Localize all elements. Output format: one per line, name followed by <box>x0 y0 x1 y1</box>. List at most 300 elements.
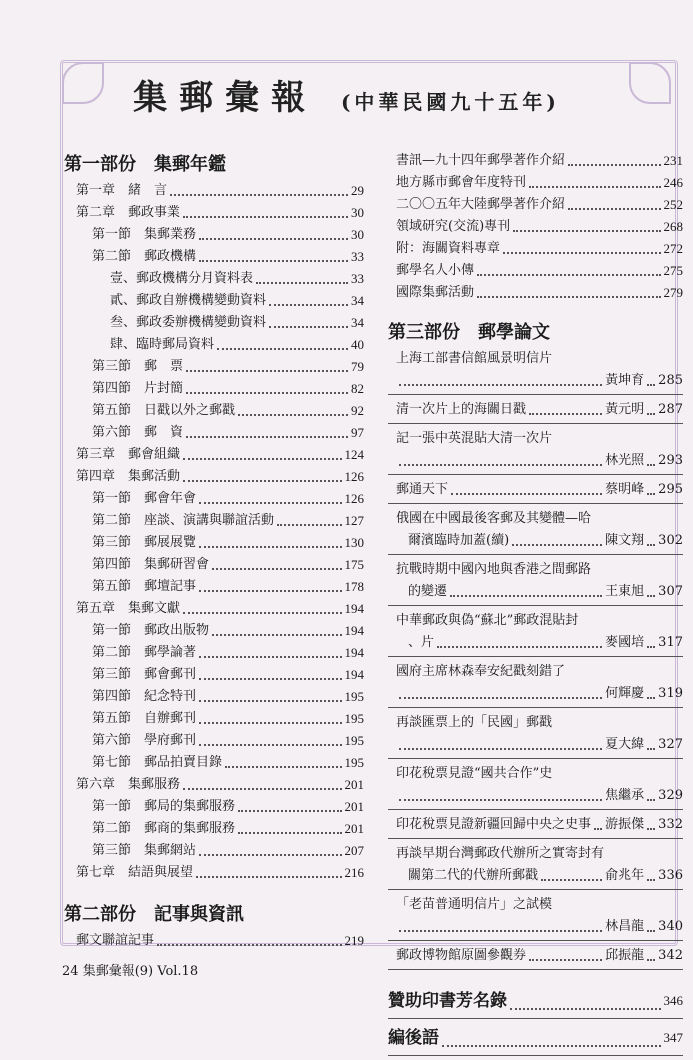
toc-entry-title: 國際集郵活動 <box>396 285 475 300</box>
article-author: 麥國培 <box>605 635 645 650</box>
article-author: 何輝慶 <box>605 686 645 701</box>
part2-toc <box>64 930 364 952</box>
toc-entry-title: 編後語 <box>388 1028 439 1048</box>
article-line <box>388 945 683 967</box>
title-text: 集郵彙報 <box>133 78 318 118</box>
leader-dots <box>277 524 341 526</box>
toc-entry <box>64 224 364 246</box>
toc-entry-page: 127 <box>344 513 364 528</box>
leader-dots <box>647 413 655 415</box>
toc-entry-title: 第四章 集郵活動 <box>76 469 181 484</box>
toc-entry <box>388 238 683 260</box>
article-byline <box>388 632 683 654</box>
leader-dots <box>399 697 602 699</box>
toc-entry <box>388 216 683 238</box>
leader-dots <box>647 384 655 386</box>
toc-entry-title: 附：海關資料專章 <box>396 241 501 256</box>
toc-entry-page: 97 <box>351 425 364 440</box>
article-entry <box>388 945 683 970</box>
leader-dots <box>199 722 341 724</box>
toc-entry-page: 195 <box>344 689 364 704</box>
article-title: 清一次片上的海關日戳 <box>396 402 527 417</box>
toc-entry-page: 30 <box>351 205 364 220</box>
rule-line <box>388 707 683 708</box>
leader-dots <box>199 238 348 240</box>
toc-entry <box>64 840 364 862</box>
toc-entry <box>64 312 364 334</box>
toc-entry-title: 第四節 片封簡 <box>92 381 184 396</box>
toc-entry <box>64 444 364 466</box>
footer-page-number: 24 <box>62 964 79 979</box>
toc-entry <box>388 282 683 304</box>
leader-dots <box>212 634 341 636</box>
leader-dots <box>647 828 655 830</box>
toc-entry-page: 34 <box>351 315 364 330</box>
part3-heading: 第三部份 郵學論文 <box>388 322 550 343</box>
toc-entry-page: 346 <box>663 993 683 1008</box>
rule-line <box>388 940 683 941</box>
rule-line <box>388 503 683 504</box>
rule-line <box>388 1055 683 1056</box>
rule-line <box>388 474 683 475</box>
leader-dots <box>450 595 602 597</box>
footer-journal: 集郵彙報(9) <box>82 964 154 979</box>
article-entry <box>388 559 683 606</box>
article-byline <box>388 865 683 887</box>
article-entry <box>388 814 683 839</box>
article-page: 302 <box>658 533 683 548</box>
toc-entry-title: 第六節 學府郵刊 <box>92 733 197 748</box>
article-byline <box>388 450 683 472</box>
article-author: 蔡明峰 <box>605 482 645 497</box>
leader-dots <box>256 282 348 284</box>
toc-entry-title: 第一節 郵局的集郵服務 <box>92 799 236 814</box>
leader-dots <box>225 766 341 768</box>
rule-line <box>388 809 683 810</box>
leader-dots <box>647 493 655 495</box>
article-byline <box>388 683 683 705</box>
toc-entry-title: 貳、郵政自辦機構變動資料 <box>110 293 267 308</box>
right-column <box>388 150 683 1060</box>
toc-entry-title: 第二章 郵政事業 <box>76 205 181 220</box>
toc-entry <box>64 246 364 268</box>
toc-entry-page: 246 <box>663 175 683 190</box>
article-page: 295 <box>658 482 683 497</box>
article-title: 印花稅票見證新疆回歸中央之史事 <box>396 817 592 832</box>
toc-entry-title: 第二節 郵政機構 <box>92 249 197 264</box>
toc-entry-page: 201 <box>344 821 364 836</box>
leader-dots <box>238 832 341 834</box>
toc-entry-title: 第三節 郵會郵刊 <box>92 667 197 682</box>
rule-line <box>388 758 683 759</box>
article-title: 「老苗普通明信片」之試模 <box>396 897 553 912</box>
leader-dots <box>170 194 348 196</box>
toc-entry-title: 第一節 集郵業務 <box>92 227 197 242</box>
article-byline <box>388 916 683 938</box>
rule-line <box>388 656 683 657</box>
article-title: 再談匯票上的「民國」郵戳 <box>396 715 553 730</box>
article-line <box>388 479 683 501</box>
toc-entry-page: 92 <box>351 403 364 418</box>
leader-dots <box>399 748 602 750</box>
toc-entry-title: 贊助印書芳名錄 <box>388 991 507 1011</box>
toc-entry <box>64 290 364 312</box>
rule-line <box>388 1018 683 1019</box>
toc-entry-title: 第七章 結語與展望 <box>76 865 194 880</box>
article-entry <box>388 712 683 759</box>
toc-entry <box>64 620 364 642</box>
toc-entry-title: 第六章 集郵服務 <box>76 777 181 792</box>
article-byline <box>388 785 683 807</box>
toc-entry-page: 231 <box>663 153 683 168</box>
article-entry <box>388 843 683 890</box>
article-line <box>388 399 683 421</box>
toc-entry-page: 268 <box>663 219 683 234</box>
leader-dots <box>399 930 602 932</box>
toc-entry <box>64 466 364 488</box>
leader-dots <box>199 546 341 548</box>
leader-dots <box>568 164 660 166</box>
toc-entry <box>64 664 364 686</box>
leader-dots <box>157 944 341 946</box>
leader-dots <box>541 879 602 881</box>
article-page: 319 <box>658 686 683 701</box>
rule-line <box>388 605 683 606</box>
toc-entry-page: 216 <box>344 865 364 880</box>
toc-entry-title: 第一節 郵會年會 <box>92 491 197 506</box>
toc-entry-title: 地方縣市郵會年度特刊 <box>396 175 527 190</box>
toc-entry-page: 194 <box>344 667 364 682</box>
toc-entry-page: 195 <box>344 733 364 748</box>
toc-entry-page: 34 <box>351 293 364 308</box>
toc-entry-title: 第二節 座談、演講與聯誼活動 <box>92 513 275 528</box>
leader-dots <box>199 502 341 504</box>
toc-entry <box>388 172 683 194</box>
leader-dots <box>647 799 655 801</box>
article-page: 332 <box>658 817 683 832</box>
toc-entry-page: 194 <box>344 601 364 616</box>
article-entry <box>388 399 683 424</box>
rule-line <box>388 554 683 555</box>
leader-dots <box>186 392 348 394</box>
toc-entry-page: 178 <box>344 579 364 594</box>
toc-entry-title: 第三節 集郵網站 <box>92 843 197 858</box>
toc-entry-title: 第四節 紀念特刊 <box>92 689 197 704</box>
toc-entry <box>64 554 364 576</box>
toc-entry <box>64 488 364 510</box>
toc-entry <box>388 260 683 282</box>
article-page: 317 <box>658 635 683 650</box>
toc-entry-title: 第一章 緒 言 <box>76 183 168 198</box>
leader-dots <box>183 480 341 482</box>
toc-entry <box>64 202 364 224</box>
toc-entry <box>64 532 364 554</box>
leader-dots <box>238 810 341 812</box>
toc-entry-page: 195 <box>344 711 364 726</box>
leader-dots <box>199 590 341 592</box>
rule-line <box>388 838 683 839</box>
toc-entry <box>64 400 364 422</box>
toc-entry-page: 201 <box>344 777 364 792</box>
leader-dots <box>199 260 348 262</box>
article-page: 336 <box>658 868 683 883</box>
article-author: 俞兆年 <box>605 868 645 883</box>
part1-toc <box>64 180 364 884</box>
toc-entry-page: 201 <box>344 799 364 814</box>
toc-entry-title: 郵學名人小傳 <box>396 263 475 278</box>
toc-entry-page: 252 <box>663 197 683 212</box>
article-entry <box>388 763 683 810</box>
toc-entry <box>388 150 683 172</box>
leader-dots <box>529 413 602 415</box>
article-page: 285 <box>658 373 683 388</box>
article-author: 夏大緯 <box>605 737 645 752</box>
article-title: 抗戰時期中國內地與香港之間郵路 <box>396 562 592 577</box>
article-entry <box>388 894 683 941</box>
leader-dots <box>437 646 602 648</box>
article-author: 林光照 <box>605 453 645 468</box>
leader-dots <box>183 216 348 218</box>
leader-dots <box>647 879 655 881</box>
article-author: 陳文翔 <box>605 533 645 548</box>
article-title-continued: 爾濱臨時加蓋(續) <box>408 533 510 548</box>
article-page: 287 <box>658 402 683 417</box>
article-page: 293 <box>658 453 683 468</box>
toc-entry <box>64 930 364 952</box>
toc-entry-title: 第五章 集郵文獻 <box>76 601 181 616</box>
toc-entry <box>64 180 364 202</box>
toc-entry <box>64 752 364 774</box>
toc-entry-title: 第七節 郵品拍賣目錄 <box>92 755 223 770</box>
leader-dots <box>647 595 655 597</box>
part1-heading: 第一部份 集郵年鑑 <box>64 154 226 175</box>
toc-entry-title: 壹、郵政機構分月資料表 <box>110 271 254 286</box>
toc-entry <box>64 818 364 840</box>
toc-entry-page: 219 <box>344 933 364 948</box>
toc-entry-page: 79 <box>351 359 364 374</box>
toc-entry-page: 126 <box>344 469 364 484</box>
leader-dots <box>647 748 655 750</box>
article-title: 中華郵政與偽“蘇北”郵政混貼封 <box>396 613 579 628</box>
leader-dots <box>647 646 655 648</box>
toc-entry <box>64 510 364 532</box>
article-author: 游振傑 <box>605 817 645 832</box>
rule-line <box>388 889 683 890</box>
leader-dots <box>212 568 341 570</box>
toc-entry <box>64 708 364 730</box>
article-title: 印花稅票見證“國共合作”史 <box>396 766 553 781</box>
part3-toc <box>388 348 683 970</box>
toc-entry-page: 194 <box>344 645 364 660</box>
leader-dots <box>529 186 660 188</box>
rule-line <box>388 969 683 970</box>
toc-entry <box>64 686 364 708</box>
toc-entry-page: 33 <box>351 271 364 286</box>
toc-entry <box>388 986 683 1016</box>
leader-dots <box>594 828 602 830</box>
leader-dots <box>647 959 655 961</box>
leader-dots <box>451 493 602 495</box>
article-author: 黃坤育 <box>605 373 645 388</box>
leader-dots <box>183 788 341 790</box>
toc-entry-title: 領域研究(交流)專刊 <box>396 219 511 234</box>
toc-entry-page: 29 <box>351 183 364 198</box>
leader-dots <box>217 348 348 350</box>
article-title-continued: 關第二代的代辦所郵戳 <box>408 868 539 883</box>
toc-entry-page: 175 <box>344 557 364 572</box>
rule-line <box>388 394 683 395</box>
article-page: 327 <box>658 737 683 752</box>
page-footer <box>62 960 198 979</box>
toc-entry-page: 275 <box>663 263 683 278</box>
leader-dots <box>196 876 341 878</box>
toc-entry <box>64 268 364 290</box>
leader-dots <box>199 854 341 856</box>
toc-entry <box>388 1023 683 1053</box>
article-title: 郵政博物館原圖參觀券 <box>396 948 527 963</box>
leader-dots <box>186 436 348 438</box>
article-entry <box>388 348 683 395</box>
article-page: 307 <box>658 584 683 599</box>
toc-entry-title: 第五節 自辦郵刊 <box>92 711 197 726</box>
article-byline <box>388 370 683 392</box>
leader-dots <box>513 230 660 232</box>
article-entry <box>388 508 683 555</box>
toc-entry-title: 二〇〇五年大陸郵學著作介紹 <box>396 197 566 212</box>
article-line <box>388 814 683 836</box>
toc-entry-title: 郵文聯誼記事 <box>76 933 155 948</box>
toc-entry <box>64 356 364 378</box>
toc-entry-title: 肆、臨時郵局資料 <box>110 337 215 352</box>
toc-entry-title: 第二節 郵學論著 <box>92 645 197 660</box>
article-page: 340 <box>658 919 683 934</box>
article-entry <box>388 479 683 504</box>
leader-dots <box>503 252 660 254</box>
leader-dots <box>199 678 341 680</box>
toc-entry-page: 126 <box>344 491 364 506</box>
article-page: 342 <box>658 948 683 963</box>
toc-entry-title: 第三節 郵 票 <box>92 359 184 374</box>
article-byline <box>388 734 683 756</box>
article-author: 焦繼承 <box>605 788 645 803</box>
toc-entry <box>64 598 364 620</box>
article-title: 俄國在中國最後客郵及其變體—哈 <box>396 511 592 526</box>
leader-dots <box>183 458 341 460</box>
toc-entry-page: 130 <box>344 535 364 550</box>
toc-entry <box>64 378 364 400</box>
leader-dots <box>269 304 348 306</box>
leader-dots <box>399 799 602 801</box>
toc-entry-page: 195 <box>344 755 364 770</box>
leader-dots <box>238 414 348 416</box>
article-author: 林昌龍 <box>605 919 645 934</box>
article-title-continued: 的變遷 <box>408 584 448 599</box>
toc-entry-title: 第三節 郵展展覽 <box>92 535 197 550</box>
title-year: (中華民國九十五年) <box>340 90 560 114</box>
toc-entry <box>64 774 364 796</box>
toc-entry-title: 第四節 集郵研習會 <box>92 557 210 572</box>
leader-dots <box>477 274 660 276</box>
toc-entry-page: 347 <box>663 1030 683 1045</box>
leader-dots <box>568 208 660 210</box>
leader-dots <box>199 656 341 658</box>
toc-entry-title: 第二節 郵商的集郵服務 <box>92 821 236 836</box>
article-title: 郵通天下 <box>396 482 449 497</box>
article-author: 邱振龍 <box>605 948 645 963</box>
toc-entry-page: 279 <box>663 285 683 300</box>
leader-dots <box>186 370 348 372</box>
article-byline <box>388 530 683 552</box>
leader-dots <box>512 544 602 546</box>
leader-dots <box>510 1008 661 1010</box>
leader-dots <box>647 544 655 546</box>
toc-entry-page: 82 <box>351 381 364 396</box>
article-title: 上海工部書信館風景明信片 <box>396 351 553 366</box>
leader-dots <box>477 296 660 298</box>
toc-entry <box>64 796 364 818</box>
article-title: 再談早期台灣郵政代辦所之實寄封有 <box>396 846 605 861</box>
part2-heading: 第二部份 記事與資訊 <box>64 904 244 925</box>
leader-dots <box>442 1045 661 1047</box>
article-entry <box>388 661 683 708</box>
leader-dots <box>183 612 341 614</box>
toc-entry-page: 194 <box>344 623 364 638</box>
toc-entry-title: 第五節 日戳以外之郵戳 <box>92 403 236 418</box>
toc-entry <box>64 730 364 752</box>
leader-dots <box>199 744 341 746</box>
toc-entry-page: 33 <box>351 249 364 264</box>
leader-dots <box>529 959 602 961</box>
leader-dots <box>647 464 655 466</box>
toc-entry <box>64 642 364 664</box>
part2-toc-continued <box>388 150 683 304</box>
article-title: 國府主席林森奉安紀戳刻錯了 <box>396 664 566 679</box>
toc-entry <box>64 334 364 356</box>
toc-entry-title: 叁、郵政委辦機構變動資料 <box>110 315 267 330</box>
article-byline <box>388 581 683 603</box>
article-author: 黃元明 <box>605 402 645 417</box>
leader-dots <box>647 697 655 699</box>
toc-entry-page: 30 <box>351 227 364 242</box>
page-title <box>0 70 693 119</box>
leader-dots <box>647 930 655 932</box>
toc-entry <box>388 194 683 216</box>
toc-entry-page: 207 <box>344 843 364 858</box>
toc-entry-title: 第六節 郵 資 <box>92 425 184 440</box>
toc-entry-page: 124 <box>344 447 364 462</box>
toc-entry-title: 書訊—九十四年郵學著作介紹 <box>396 153 566 168</box>
toc-entry <box>64 576 364 598</box>
rule-line <box>388 423 683 424</box>
article-entry <box>388 428 683 475</box>
closing-toc <box>388 986 683 1056</box>
toc-entry-page: 40 <box>351 337 364 352</box>
article-author: 王東旭 <box>605 584 645 599</box>
article-page: 329 <box>658 788 683 803</box>
article-title-continued: 、片 <box>408 635 435 650</box>
leader-dots <box>199 700 341 702</box>
toc-entry-title: 第五節 郵壇記事 <box>92 579 197 594</box>
toc-entry-title: 第一節 郵政出版物 <box>92 623 210 638</box>
footer-volume: Vol.18 <box>157 964 199 979</box>
article-title: 記一張中英混貼大清一次片 <box>396 431 553 446</box>
leader-dots <box>269 326 348 328</box>
article-entry <box>388 610 683 657</box>
leader-dots <box>399 384 602 386</box>
toc-entry <box>64 422 364 444</box>
left-column <box>64 150 364 952</box>
toc-entry <box>64 862 364 884</box>
